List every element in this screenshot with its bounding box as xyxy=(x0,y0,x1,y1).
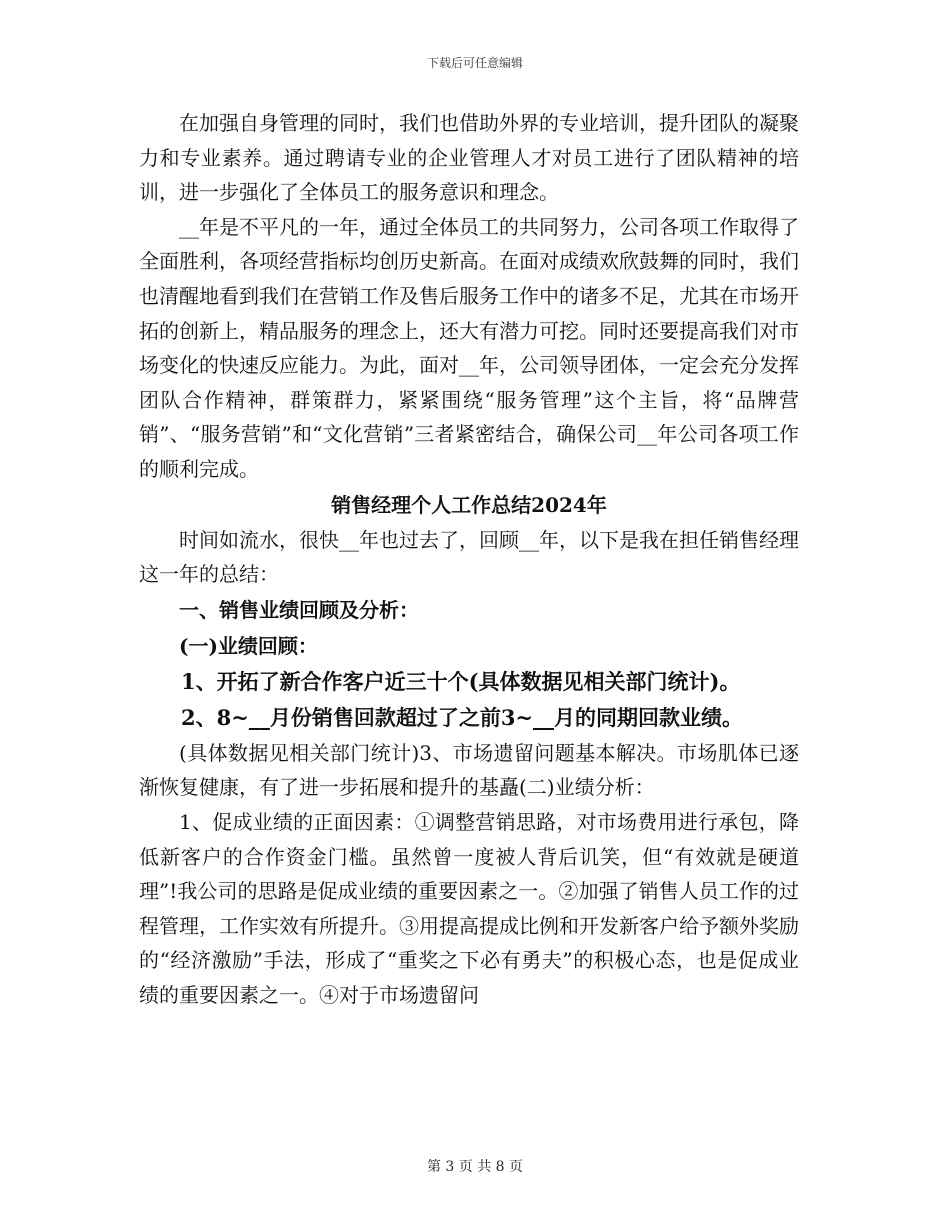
paragraph-market-issues: (具体数据见相关部门统计)3、市场遗留问题基本解决。市场肌体已逐渐恢复健康，有了进一步拓展和提升的基矗(二)业绩分析： xyxy=(139,740,799,800)
section-title: 销售经理个人工作总结2024年 xyxy=(331,492,607,517)
heading-performance-review: (一)业绩回顾： xyxy=(179,633,318,658)
paragraph-year-review: __年是不平凡的一年，通过全体员工的共同努力，公司各项工作取得了全面胜利，各项经营指标均创历史新高。在面对成绩欢欣鼓舞的同时，我们也清醒地看到我们在营销工作及售后服务工作中的诸多不足，尤其在市场开拓的创新上，精品服务的理念上，还大有潜力可挖。同时还要提高我们对市场变化的快速反应能力。为此，面对__年，公司领导团体，一定会充分发挥团队合作精神，群策群力，紧紧围绕“服务管理”这个主旨，将“品牌营销”、“服务营销”和“文化营销”三者紧密结合，确保公司__年公司各项工作的顺利完成。 xyxy=(139,214,799,481)
page-header-note: 下载后可任意编辑 xyxy=(426,56,523,70)
list-item-new-clients: 1、开拓了新合作客户近三十个(具体数据见相关部门统计)。 xyxy=(181,668,741,694)
heading-sales-review: 一、销售业绩回顾及分析： xyxy=(179,597,419,622)
paragraph-training: 在加强自身管理的同时，我们也借助外界的专业培训，提升团队的凝聚力和专业素养。通过聘请专业的企业管理人才对员工进行了团队精神的培训，进一步强化了全体员工的服务意识和理念。 xyxy=(139,111,799,205)
list-item-payment-collection: 2、8~__月份销售回款超过了之前3~__月的同期回款业绩。 xyxy=(181,704,744,730)
document-body xyxy=(139,106,799,1012)
paragraph-positive-factors: 1、促成业绩的正面因素：①调整营销思路，对市场费用进行承包，降低新客户的合作资金门槛。虽然曾一度被人背后讥笑，但“有效就是硬道理”!我公司的思路是促成业绩的重要因素之一。②加强了销售人员工作的过程管理，工作实效有所提升。③用提高提成比例和开发新客户给予额外奖励的“经济激励”手法，形成了“重奖之下必有勇夫”的积极心态，也是促成业绩的重要因素之一。④对于市场遗留问 xyxy=(139,809,799,1007)
paragraph-intro: 时间如流水，很快__年也过去了，回顾__年，以下是我在担任销售经理这一年的总结： xyxy=(139,527,799,587)
page-number: 第 3 页 共 8 页 xyxy=(426,1159,524,1175)
